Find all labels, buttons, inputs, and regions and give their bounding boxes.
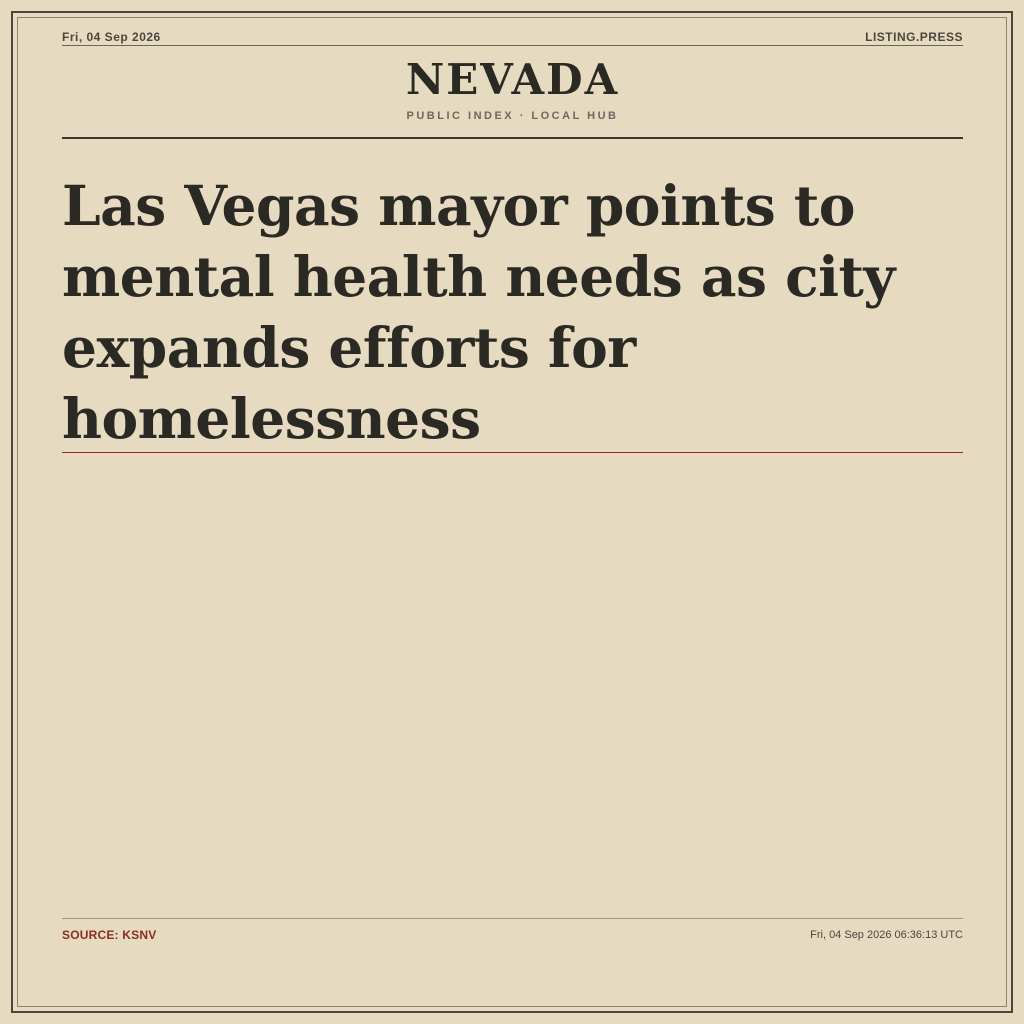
masthead-title[interactable]: NEVADA: [405, 55, 620, 104]
dateline: Fri, 04 Sep 2026: [62, 30, 161, 44]
top-divider: [62, 45, 963, 46]
masthead: [62, 52, 963, 122]
footer-divider: [62, 918, 963, 919]
footer: [62, 926, 963, 944]
headline-divider: [62, 452, 963, 453]
masthead-divider: [62, 137, 963, 139]
source-label[interactable]: SOURCE: KSNV: [62, 928, 157, 942]
timestamp: Fri, 04 Sep 2026 06:36:13 UTC: [810, 929, 963, 941]
page-frame-inner: [17, 17, 1007, 1007]
masthead-subtitle: PUBLIC INDEX · LOCAL HUB: [406, 110, 619, 122]
article-headline[interactable]: Las Vegas mayor points to mental health needs as city expands efforts for homelessness: [62, 173, 895, 451]
top-bar: [62, 28, 963, 46]
site-name[interactable]: LISTING.PRESS: [865, 30, 963, 44]
